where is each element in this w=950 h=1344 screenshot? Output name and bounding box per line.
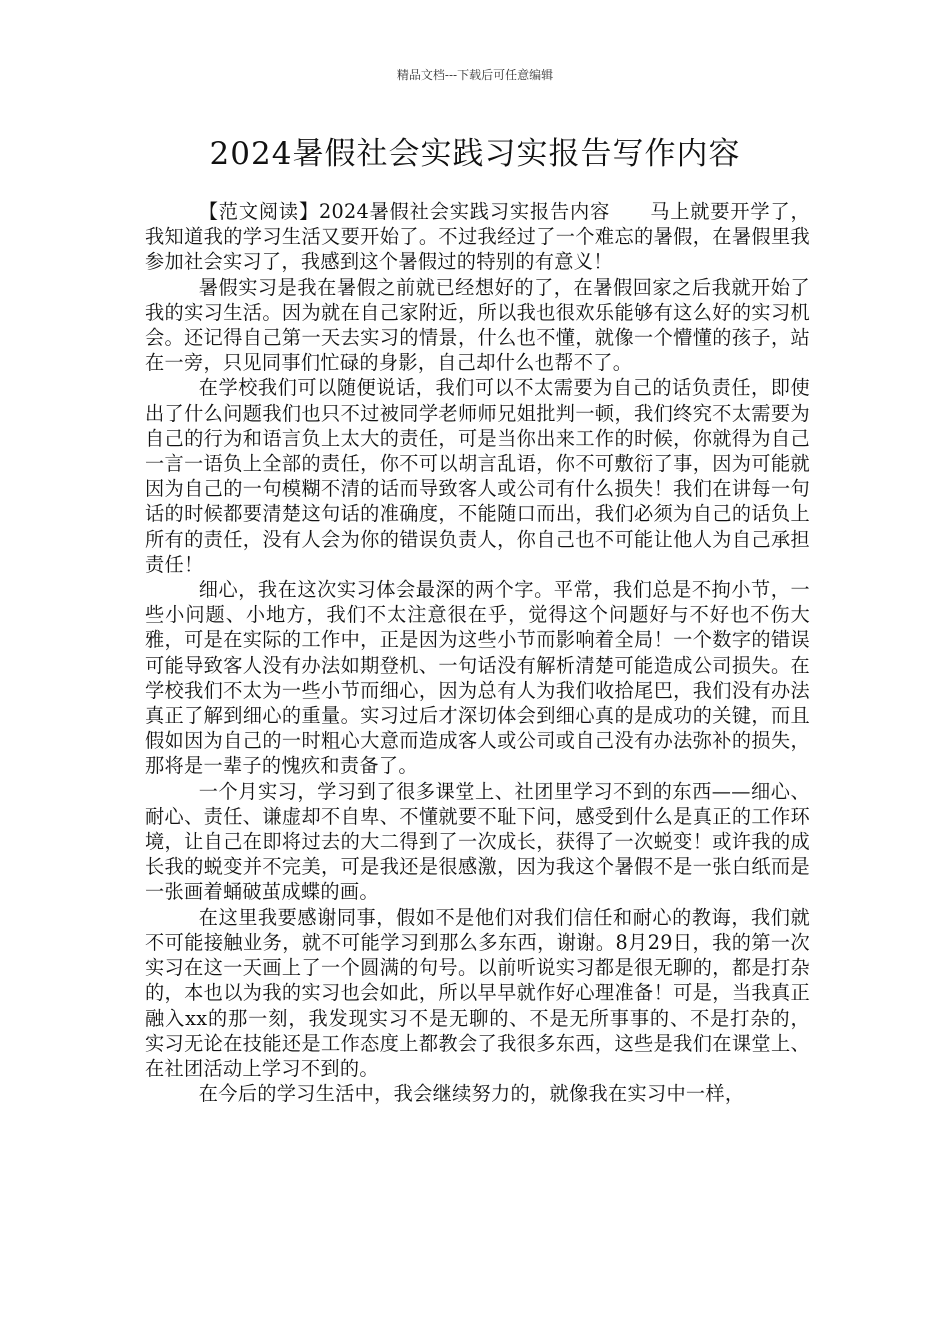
paragraph: 在学校我们可以随便说话，我们可以不太需要为自己的话负责任，即使出了什么问题我们也只不过被同学老师师兄姐批判一顿，我们终究不太需要为自己的行为和语言负上太大的责任，可是当你出来工作的时候，你就得为自己一言一语负上全部的责任，你不可以胡言乱语，你不可敷衍了事，因为可能就因为自己的一句模糊不清的话而导致客人或公司有什么损失！我们在讲每一句话的时候都要清楚这句话的准确度，不能随口而出，我们必须为自己的话负上所有的责任，没有人会为你的错误负责人，你自己也不可能让他人为自己承担责任！ bbox=[145, 376, 810, 576]
paragraph: 在这里我要感谢同事，假如不是他们对我们信任和耐心的教诲，我们就不可能接触业务，就不可能学习到那么多东西，谢谢。8月29日，我的第一次实习在这一天画上了一个圆满的句号。以前听说实习都是很无聊的，都是打杂的，本也以为我的实习也会如此，所以早早就作好心理准备！可是，当我真正融入xx的那一刻，我发现实习不是无聊的、不是无所事事的、不是打杂的，实习无论在技能还是工作态度上都教会了我很多东西，这些是我们在课堂上、在社团活动上学习不到的。 bbox=[145, 905, 810, 1080]
paragraph: 在今后的学习生活中，我会继续努力的，就像我在实习中一样， bbox=[198, 1082, 745, 1106]
paragraph: 【范文阅读】2024暑假社会实践习实报告内容 马上就要开学了，我知道我的学习生活又要开始了。不过我经过了一个难忘的暑假，在暑假里我参加社会实习了，我感到这个暑假过的特别的有意义！ bbox=[145, 200, 810, 274]
paragraph: 细心，我在这次实习体会最深的两个字。平常，我们总是不拘小节，一些小问题、小地方，我们不太注意很在乎，觉得这个问题好与不好也不伤大雅，可是在实际的工作中，正是因为这些小节而影响着全局！一个数字的错误可能导致客人没有办法如期登机、一句话没有解析清楚可能造成公司损失。在学校我们不太为一些小节而细心，因为总有人为我们收拾尾巴，我们没有办法真正了解到细心的重量。实习过后才深切体会到细心真的是成功的关键，而且假如因为自己的一时粗心大意而造成客人或公司或自己没有办法弥补的损失，那将是一辈子的愧疚和责备了。 bbox=[145, 578, 810, 778]
paragraph: 暑假实习是我在暑假之前就已经想好的了，在暑假回家之后我就开始了我的实习生活。因为就在自己家附近，所以我也很欢乐能够有这么好的实习机会。还记得自己第一天去实习的情景，什么也不懂，就像一个懵懂的孩子，站在一旁，只见同事们忙碌的身影，自己却什么也帮不了。 bbox=[145, 275, 810, 375]
document-title: 2024暑假社会实践习实报告写作内容 bbox=[209, 136, 741, 172]
paragraph: 一个月实习，学习到了很多课堂上、社团里学习不到的东西——细心、耐心、责任、谦虚却不自卑、不懂就要不耻下问，感受到什么是真正的工作环境，让自己在即将过去的大二得到了一次成长，获得了一次蜕变！或许我的成长我的蜕变并不完美，可是我还是很感激，因为我这个暑假不是一张白纸而是一张画着蛹破茧成蝶的画。 bbox=[145, 779, 810, 904]
page-header: 精品文档---下载后可任意编辑 bbox=[396, 68, 554, 82]
document-body bbox=[145, 199, 810, 1106]
